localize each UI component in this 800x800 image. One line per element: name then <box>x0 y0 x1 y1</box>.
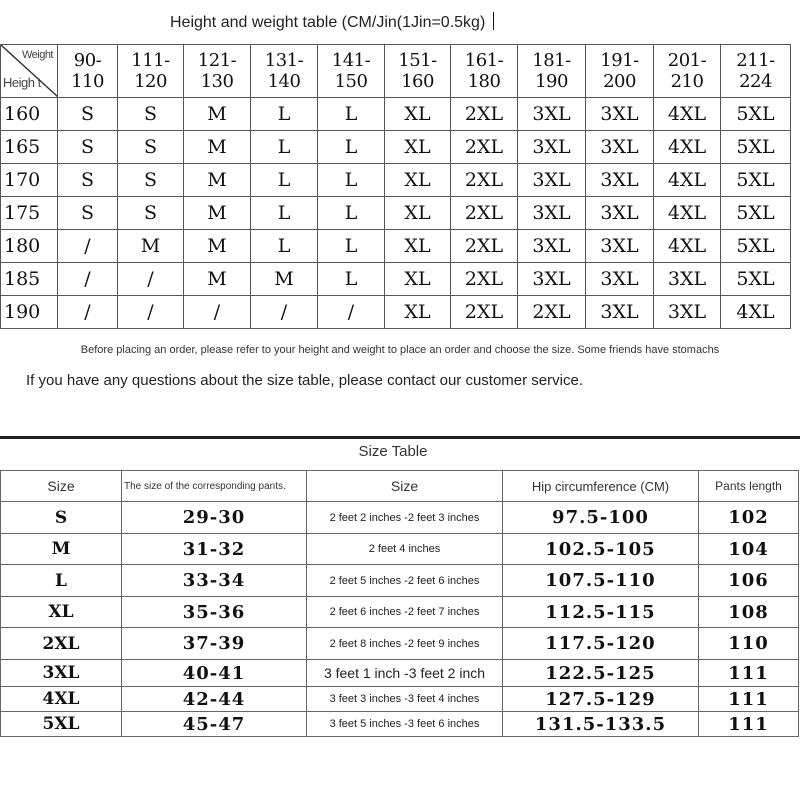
size-cell: 2XL <box>1 628 122 660</box>
pants-size-cell: 42-44 <box>122 687 307 712</box>
size-cell: 4XL <box>654 197 721 230</box>
size-cell: 4XL <box>1 687 122 712</box>
hip-cell: 122.5-125 <box>503 660 699 687</box>
feet-size-cell: 2 feet 2 inches -2 feet 3 inches <box>307 502 503 534</box>
size-cell: L <box>318 230 385 263</box>
size-cell: 3XL <box>518 98 586 131</box>
corner-header-cell <box>1 45 58 98</box>
size-cell: L <box>1 565 122 597</box>
size-table <box>0 470 799 737</box>
height-cell: 190 <box>1 296 58 329</box>
size-cell: S <box>58 131 118 164</box>
height-row <box>1 197 791 230</box>
size-cell: 2XL <box>518 296 586 329</box>
hip-cell: 102.5-105 <box>503 534 699 565</box>
weight-range-header: 121-130 <box>184 45 251 98</box>
size-cell: / <box>58 230 118 263</box>
size-cell: 2XL <box>451 263 518 296</box>
feet-size-cell: 3 feet 1 inch -3 feet 2 inch <box>307 660 503 687</box>
height-row <box>1 98 791 131</box>
size-cell: 4XL <box>654 131 721 164</box>
size-cell: 5XL <box>721 131 791 164</box>
section-divider <box>0 436 800 439</box>
size-cell: S <box>118 131 184 164</box>
size-cell: / <box>118 296 184 329</box>
size-cell: 2XL <box>451 98 518 131</box>
size-cell: L <box>251 98 318 131</box>
weight-range-header: 131-140 <box>251 45 318 98</box>
pants-size-cell: 33-34 <box>122 565 307 597</box>
size-cell: 3XL <box>654 296 721 329</box>
size-cell: S <box>118 98 184 131</box>
size-cell: XL <box>385 263 451 296</box>
pants-length-header: Pants length <box>699 471 799 502</box>
size-cell: 2XL <box>451 131 518 164</box>
pants-size-cell: 40-41 <box>122 660 307 687</box>
size-cell: S <box>1 502 122 534</box>
pants-length-cell: 111 <box>699 712 799 737</box>
size-cell: 3XL <box>586 230 654 263</box>
size-cell: XL <box>385 296 451 329</box>
size-cell: / <box>118 263 184 296</box>
height-cell: 165 <box>1 131 58 164</box>
size-cell: 4XL <box>654 230 721 263</box>
size-cell: S <box>118 164 184 197</box>
weight-range-header: 181-190 <box>518 45 586 98</box>
height-cell: 180 <box>1 230 58 263</box>
size-table-row <box>1 628 799 660</box>
pants-length-cell: 104 <box>699 534 799 565</box>
size-cell: 3XL <box>518 263 586 296</box>
size-cell: / <box>251 296 318 329</box>
size-cell: XL <box>385 131 451 164</box>
pants-size-cell: 35-36 <box>122 597 307 628</box>
size-cell: S <box>58 164 118 197</box>
size-cell: M <box>184 98 251 131</box>
height-cell: 160 <box>1 98 58 131</box>
weight-range-header: 211-224 <box>721 45 791 98</box>
pants-length-cell: 106 <box>699 565 799 597</box>
size-cell: 3XL <box>586 296 654 329</box>
size-cell: / <box>58 263 118 296</box>
height-row <box>1 263 791 296</box>
size-cell: XL <box>385 197 451 230</box>
hip-cell: 127.5-129 <box>503 687 699 712</box>
size-cell: / <box>184 296 251 329</box>
size-cell: S <box>58 98 118 131</box>
hip-cell: 117.5-120 <box>503 628 699 660</box>
pants-size-header: The size of the corresponding pants. <box>122 471 307 502</box>
height-cell: 185 <box>1 263 58 296</box>
weight-range-header: 151-160 <box>385 45 451 98</box>
size-cell: M <box>184 197 251 230</box>
feet-size-cell: 2 feet 4 inches <box>307 534 503 565</box>
size-cell: / <box>318 296 385 329</box>
size-table-title: Size Table <box>358 443 428 460</box>
size-cell: XL <box>385 230 451 263</box>
size-cell: M <box>184 263 251 296</box>
size-cell: 3XL <box>518 164 586 197</box>
size-cell: 5XL <box>721 98 791 131</box>
corner-height-label: Heigh t <box>3 75 41 90</box>
size-cell: M <box>1 534 122 565</box>
size-cell: L <box>318 98 385 131</box>
size-table-row <box>1 597 799 628</box>
size-cell: 3XL <box>586 164 654 197</box>
feet-size-cell: 2 feet 5 inches -2 feet 6 inches <box>307 565 503 597</box>
size-cell: L <box>318 197 385 230</box>
size-table-header-row <box>1 471 799 502</box>
size-cell: 3XL <box>586 98 654 131</box>
weight-range-header: 111-120 <box>118 45 184 98</box>
hip-cell: 97.5-100 <box>503 502 699 534</box>
pants-size-cell: 37-39 <box>122 628 307 660</box>
size-cell: 3XL <box>586 131 654 164</box>
size-table-row <box>1 687 799 712</box>
size-cell: 3XL <box>586 263 654 296</box>
height-weight-table-title: Height and weight table (CM/Jin(1Jin=0.5kg) <box>170 12 494 32</box>
size-cell: 4XL <box>654 98 721 131</box>
hip-header: Hip circumference (CM) <box>503 471 699 502</box>
size-cell: 5XL <box>721 263 791 296</box>
height-cell: 170 <box>1 164 58 197</box>
size-cell: 2XL <box>451 296 518 329</box>
weight-header-row <box>1 45 791 98</box>
height-weight-table <box>0 44 791 329</box>
height-row <box>1 131 791 164</box>
size-table-row <box>1 534 799 565</box>
size-header: Size <box>1 471 122 502</box>
size-cell: L <box>318 164 385 197</box>
size-cell: 4XL <box>654 164 721 197</box>
size-cell: M <box>118 230 184 263</box>
size-cell: S <box>118 197 184 230</box>
weight-range-header: 191-200 <box>586 45 654 98</box>
size-cell: 5XL <box>721 197 791 230</box>
size-cell: M <box>184 230 251 263</box>
size-cell: XL <box>1 597 122 628</box>
text-cursor <box>493 12 494 30</box>
pants-size-cell: 31-32 <box>122 534 307 565</box>
weight-range-header: 141-150 <box>318 45 385 98</box>
size-cell: XL <box>385 98 451 131</box>
contact-note: If you have any questions about the size table, please contact our customer service. <box>26 372 583 389</box>
pants-length-cell: 111 <box>699 660 799 687</box>
feet-size-cell: 3 feet 3 inches -3 feet 4 inches <box>307 687 503 712</box>
size-cell: / <box>58 296 118 329</box>
feet-size-cell: 3 feet 5 inches -3 feet 6 inches <box>307 712 503 737</box>
size-cell: 2XL <box>451 197 518 230</box>
feet-size-cell: 2 feet 6 inches -2 feet 7 inches <box>307 597 503 628</box>
weight-range-header: 161-180 <box>451 45 518 98</box>
pants-size-cell: 29-30 <box>122 502 307 534</box>
order-note: Before placing an order, please refer to your height and weight to place an order and choose the size. Some friends have stomachs <box>80 344 720 356</box>
feet-size-header: Size <box>307 471 503 502</box>
height-row <box>1 164 791 197</box>
size-cell: S <box>58 197 118 230</box>
feet-size-cell: 2 feet 8 inches -2 feet 9 inches <box>307 628 503 660</box>
pants-length-cell: 111 <box>699 687 799 712</box>
hip-cell: 107.5-110 <box>503 565 699 597</box>
height-cell: 175 <box>1 197 58 230</box>
size-cell: L <box>318 263 385 296</box>
size-cell: L <box>251 197 318 230</box>
size-cell: M <box>184 131 251 164</box>
size-cell: 2XL <box>451 230 518 263</box>
size-cell: 3XL <box>586 197 654 230</box>
size-table-row <box>1 712 799 737</box>
size-cell: 2XL <box>451 164 518 197</box>
size-cell: L <box>251 164 318 197</box>
size-cell: L <box>251 230 318 263</box>
weight-range-header: 201-210 <box>654 45 721 98</box>
size-cell: 3XL <box>518 131 586 164</box>
size-cell: 3XL <box>1 660 122 687</box>
size-table-row <box>1 502 799 534</box>
pants-length-cell: 110 <box>699 628 799 660</box>
corner-weight-label: Weight <box>21 49 53 61</box>
size-cell: L <box>251 131 318 164</box>
size-cell: 5XL <box>1 712 122 737</box>
hip-cell: 131.5-133.5 <box>503 712 699 737</box>
pants-size-cell: 45-47 <box>122 712 307 737</box>
size-cell: M <box>184 164 251 197</box>
size-cell: 3XL <box>518 197 586 230</box>
hip-cell: 112.5-115 <box>503 597 699 628</box>
height-row <box>1 230 791 263</box>
weight-range-header: 90-110 <box>58 45 118 98</box>
size-table-row <box>1 660 799 687</box>
size-cell: 3XL <box>654 263 721 296</box>
size-cell: 5XL <box>721 230 791 263</box>
size-cell: 3XL <box>518 230 586 263</box>
pants-length-cell: 108 <box>699 597 799 628</box>
height-row <box>1 296 791 329</box>
pants-length-cell: 102 <box>699 502 799 534</box>
size-table-row <box>1 565 799 597</box>
size-cell: L <box>318 131 385 164</box>
size-cell: 4XL <box>721 296 791 329</box>
size-cell: 5XL <box>721 164 791 197</box>
size-cell: M <box>251 263 318 296</box>
size-cell: XL <box>385 164 451 197</box>
